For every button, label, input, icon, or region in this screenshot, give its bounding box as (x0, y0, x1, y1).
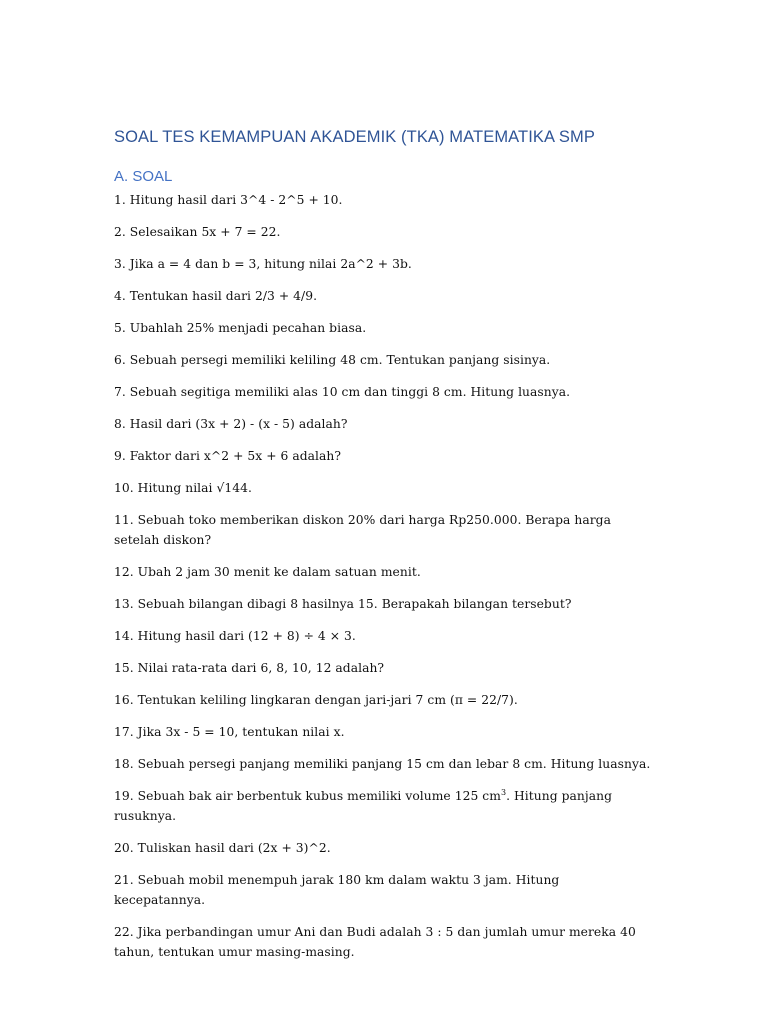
question-16: 16. Tentukan keliling lingkaran dengan jari-jari 7 cm (π = 22/7). (114, 693, 518, 707)
question-5: 5. Ubahlah 25% menjadi pecahan biasa. (114, 321, 367, 335)
question-3: 3. Jika a = 4 dan b = 3, hitung nilai 2a^2 + 3b. (114, 257, 412, 271)
question-15: 15. Nilai rata-rata dari 6, 8, 10, 12 adalah? (114, 661, 385, 675)
question-21: 21. Sebuah mobil menempuh jarak 180 km dalam waktu 3 jam. Hitung kecepatannya. (114, 873, 560, 907)
document-title: SOAL TES KEMAMPUAN AKADEMIK (TKA) MATEMATIKA SMP (114, 128, 595, 146)
question-7: 7. Sebuah segitiga memiliki alas 10 cm dan tinggi 8 cm. Hitung luasnya. (114, 385, 571, 399)
question-14: 14. Hitung hasil dari (12 + 8) ÷ 4 × 3. (114, 629, 356, 643)
question-22: 22. Jika perbandingan umur Ani dan Budi adalah 3 : 5 dan jumlah umur mereka 40 tahun, tentukan umur masing-masing. (114, 925, 636, 959)
question-4: 4. Tentukan hasil dari 2/3 + 4/9. (114, 289, 318, 303)
question-18: 18. Sebuah persegi panjang memiliki panjang 15 cm dan lebar 8 cm. Hitung luasnya. (114, 757, 651, 771)
question-2: 2. Selesaikan 5x + 7 = 22. (114, 225, 281, 239)
question-8: 8. Hasil dari (3x + 2) - (x - 5) adalah? (114, 417, 348, 431)
section-heading: A. SOAL (114, 168, 173, 185)
question-17: 17. Jika 3x - 5 = 10, tentukan nilai x. (114, 725, 345, 739)
question-6: 6. Sebuah persegi memiliki keliling 48 cm. Tentukan panjang sisinya. (114, 353, 551, 367)
question-10: 10. Hitung nilai √144. (114, 481, 252, 495)
document-page (114, 124, 654, 974)
question-12: 12. Ubah 2 jam 30 menit ke dalam satuan menit. (114, 565, 421, 579)
question-13: 13. Sebuah bilangan dibagi 8 hasilnya 15. Berapakah bilangan tersebut? (114, 597, 572, 611)
question-1: 1. Hitung hasil dari 3^4 - 2^5 + 10. (114, 193, 343, 207)
question-20: 20. Tuliskan hasil dari (2x + 3)^2. (114, 841, 331, 855)
question-11: 11. Sebuah toko memberikan diskon 20% dari harga Rp250.000. Berapa harga setelah diskon? (114, 513, 611, 547)
question-19: 19. Sebuah bak air berbentuk kubus memiliki volume 125 $cm^3$. Hitung panjang rusuknya. (114, 787, 612, 823)
question-9: 9. Faktor dari x^2 + 5x + 6 adalah? (114, 449, 342, 463)
superscript-3: 3 (500, 787, 507, 797)
